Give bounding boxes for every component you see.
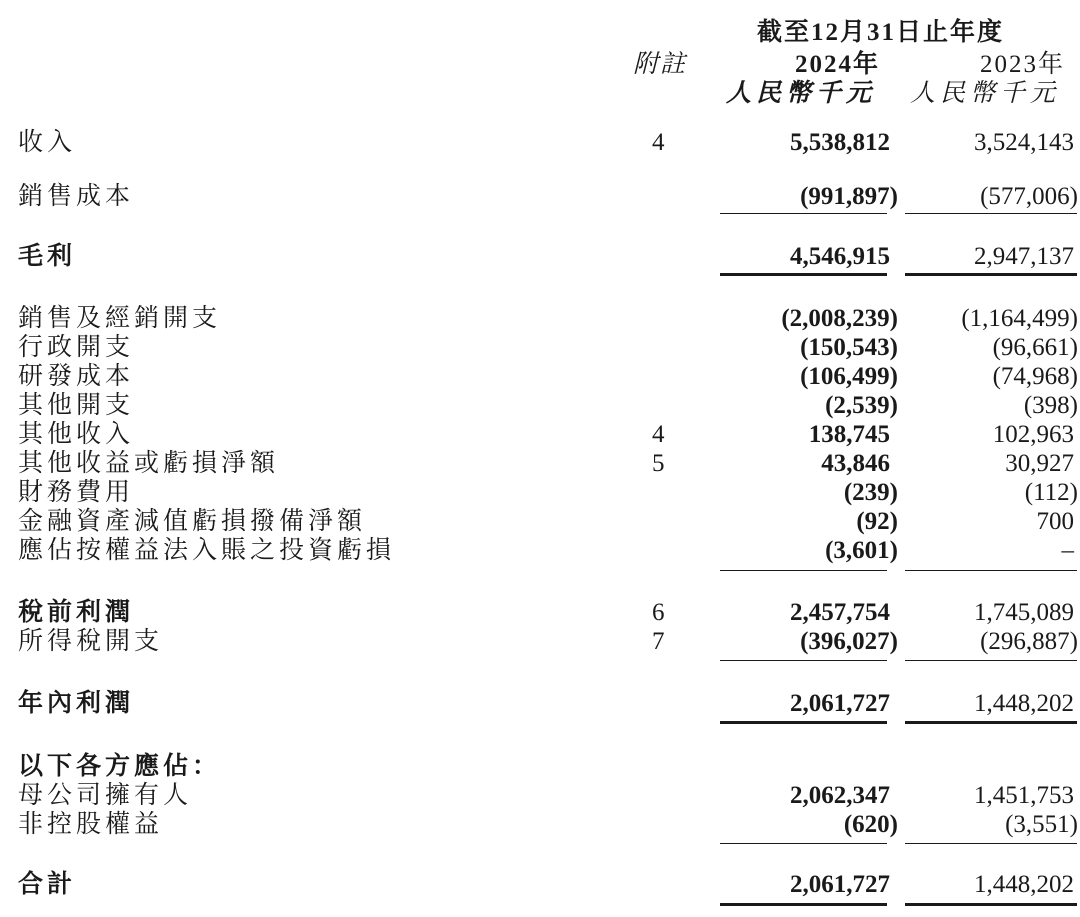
- subtotal-rule: [720, 213, 887, 214]
- table-row: [0, 781, 1080, 811]
- row-label: 非控股權益: [18, 811, 164, 838]
- row-label: 母公司擁有人: [18, 782, 193, 809]
- table-row: [0, 242, 1080, 272]
- row-label: 其他開支: [18, 392, 135, 419]
- row-label: 研發成本: [18, 363, 135, 390]
- row-note: 6: [652, 599, 665, 626]
- value-2023: (398): [1023, 392, 1078, 419]
- table-row: [0, 752, 1080, 782]
- total-rule: [720, 721, 887, 724]
- value-2023: (96,661): [992, 334, 1078, 361]
- subtotal-rule: [905, 843, 1077, 844]
- table-row: [0, 536, 1080, 566]
- subtotal-rule: [720, 843, 887, 844]
- table-row: [0, 449, 1080, 479]
- value-2023: 2,947,137: [974, 243, 1074, 270]
- value-2023: 1,451,753: [974, 782, 1074, 809]
- table-row: [0, 128, 1080, 158]
- period-heading: 截至12月31日止年度: [757, 19, 1005, 46]
- value-2023: (296,887): [980, 628, 1078, 655]
- table-row: [0, 362, 1080, 392]
- total-rule: [720, 273, 887, 276]
- year-2024-heading: 2024年: [795, 51, 881, 78]
- value-2024: (396,027): [800, 628, 898, 655]
- total-rule: [720, 903, 887, 906]
- value-2024: 138,745: [808, 421, 890, 448]
- value-2024: (92): [856, 508, 898, 535]
- subtotal-rule: [905, 213, 1077, 214]
- table-row: [0, 420, 1080, 450]
- unit-2024-heading: 人民幣千元: [726, 80, 877, 107]
- subtotal-rule: [905, 660, 1077, 661]
- row-note: 4: [652, 421, 665, 448]
- value-2024: (2,008,239): [781, 305, 898, 332]
- year-2023-heading: 2023年: [980, 51, 1066, 78]
- value-2023: 102,963: [992, 421, 1074, 448]
- table-row: [0, 689, 1080, 719]
- value-2023: 1,448,202: [974, 871, 1074, 898]
- total-rule: [905, 273, 1077, 276]
- row-label: 合計: [18, 871, 77, 898]
- row-label: 應佔按權益法入賬之投資虧損: [18, 537, 396, 564]
- value-2024: 2,061,727: [790, 690, 890, 717]
- row-label: 銷售及經銷開支: [18, 305, 222, 332]
- value-2023: (112): [1024, 479, 1078, 506]
- note-column-heading: 附註: [633, 51, 688, 78]
- value-2023: (1,164,499): [961, 305, 1078, 332]
- value-2023: 3,524,143: [974, 129, 1074, 156]
- value-2023: (577,006): [980, 183, 1078, 210]
- value-2024: 4,546,915: [790, 243, 890, 270]
- value-2024: (991,897): [800, 183, 898, 210]
- row-label: 年內利潤: [18, 690, 135, 717]
- value-2024: (2,539): [825, 392, 898, 419]
- value-2024: 5,538,812: [790, 129, 890, 156]
- table-row: [0, 598, 1080, 628]
- row-label: 收入: [18, 129, 77, 156]
- row-label: 財務費用: [18, 479, 135, 506]
- row-label: 金融資產減值虧損撥備淨額: [18, 508, 367, 535]
- table-row: [0, 810, 1080, 840]
- total-rule: [905, 903, 1077, 906]
- table-row: [0, 870, 1080, 900]
- row-label: 稅前利潤: [18, 599, 135, 626]
- row-label: 其他收益或虧損淨額: [18, 450, 280, 477]
- value-2024: 43,846: [821, 450, 890, 477]
- row-label: 其他收入: [18, 421, 135, 448]
- value-2023: (74,968): [992, 363, 1078, 390]
- subtotal-rule: [720, 570, 887, 571]
- table-row: [0, 627, 1080, 657]
- value-2024: (150,543): [800, 334, 898, 361]
- table-row: [0, 507, 1080, 537]
- table-row: [0, 182, 1080, 212]
- subtotal-rule: [720, 660, 887, 661]
- value-2023: 700: [1036, 508, 1074, 535]
- unit-2023-heading: 人民幣千元: [910, 80, 1061, 107]
- value-2024: (106,499): [800, 363, 898, 390]
- row-note: 7: [652, 628, 665, 655]
- value-2024: (620): [843, 811, 898, 838]
- row-label: 毛利: [18, 243, 77, 270]
- value-2023: –: [1061, 537, 1074, 564]
- row-label: 所得稅開支: [18, 628, 164, 655]
- table-row: [0, 333, 1080, 363]
- row-note: 4: [652, 129, 665, 156]
- value-2023: (3,551): [1005, 811, 1078, 838]
- table-row: [0, 478, 1080, 508]
- value-2024: 2,457,754: [790, 599, 890, 626]
- value-2023: 1,745,089: [974, 599, 1074, 626]
- table-row: [0, 304, 1080, 334]
- row-label: 以下各方應佔：: [18, 753, 222, 780]
- value-2023: 30,927: [1005, 450, 1074, 477]
- total-rule: [905, 721, 1077, 724]
- value-2024: 2,062,347: [790, 782, 890, 809]
- subtotal-rule: [905, 570, 1077, 571]
- value-2024: (239): [843, 479, 898, 506]
- table-row: [0, 391, 1080, 421]
- value-2024: 2,061,727: [790, 871, 890, 898]
- row-note: 5: [652, 450, 665, 477]
- value-2024: (3,601): [825, 537, 898, 564]
- row-label: 行政開支: [18, 334, 135, 361]
- row-label: 銷售成本: [18, 183, 135, 210]
- value-2023: 1,448,202: [974, 690, 1074, 717]
